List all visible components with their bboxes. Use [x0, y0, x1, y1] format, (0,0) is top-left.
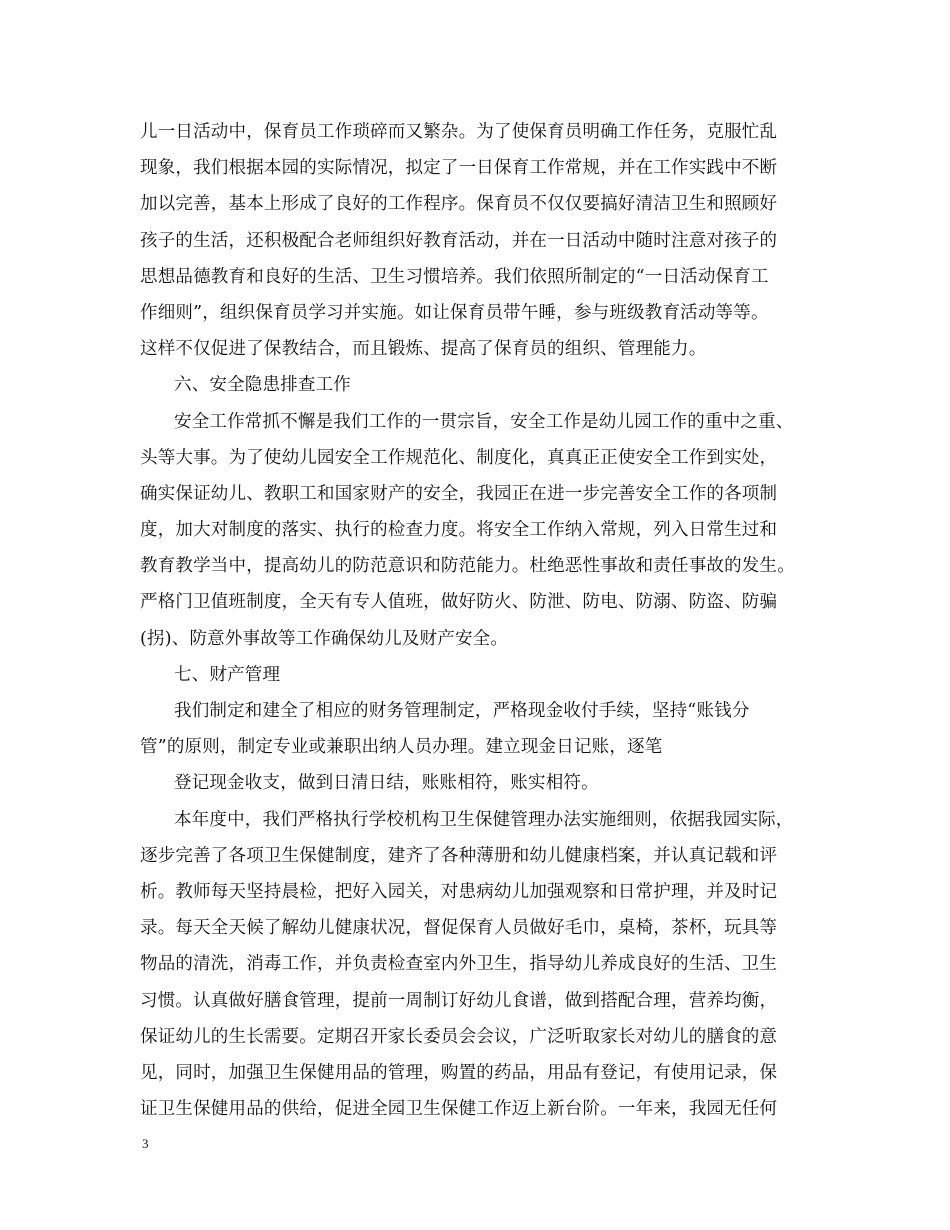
text-line: 思想品德教育和良好的生活、卫生习惯培养。我们依照所制定的“一日活动保育工 [140, 266, 769, 287]
text-line: (拐)、防意外事故等工作确保幼儿及财产安全。 [140, 628, 509, 649]
text-line: 作细则”，组织保育员学习并实施。如让保育员带午睡，参与班级教育活动等等。 [140, 302, 769, 323]
text-line: 头等大事。为了使幼儿园安全工作规范化、制度化，真真正正使安全工作到实处， [140, 447, 778, 468]
text-line: 我们制定和建全了相应的财务管理制定，严格现金收付手续，坚持“账钱分 [174, 701, 750, 721]
text-line: 教育教学当中，提高幼儿的防范意识和防范能力。杜绝恶性事故和责任事故的发生。 [140, 556, 795, 577]
text-line: 逐步完善了各项卫生保健制度，建齐了各种薄册和幼儿健康档案，并认真记载和评 [140, 845, 778, 866]
text-line: 登记现金收支，做到日清日结，账账相符，账实相符。 [174, 773, 599, 794]
text-line: 安全工作常抓不懈是我们工作的一贯宗旨，安全工作是幼儿园工作的重中之重、 [174, 411, 794, 432]
text-line: 严格门卫值班制度，全天有专人值班，做好防火、防泄、防电、防溺、防盗、防骗 [140, 592, 778, 613]
text-line: 析。教师每天坚持晨检，把好入园关，对患病幼儿加强观察和日常护理，并及时记 [140, 881, 778, 902]
text-line: 本年度中，我们严格执行学校机构卫生保健管理办法实施细则，依据我园实际， [174, 809, 794, 830]
text-line: 孩子的生活，还积极配合老师组织好教育活动，并在一日活动中随时注意对孩子的 [140, 230, 778, 251]
text-line: 录。每天全天候了解幼儿健康状况，督促保育人员做好毛巾，桌椅，茶杯，玩具等 [140, 918, 778, 939]
text-line: 保证幼儿的生长需要。定期召开家长委员会会议，广泛听取家长对幼儿的膳食的意 [140, 1026, 778, 1047]
text-line: 加以完善，基本上形成了良好的工作程序。保育员不仅仅要搞好清洁卫生和照顾好 [140, 194, 778, 215]
body-text [140, 114, 820, 1127]
text-line: 见，同时，加强卫生保健用品的管理，购置的药品，用品有登记，有使用记录，保 [140, 1062, 778, 1083]
text-line: 这样不仅促进了保教结合，而且锻炼、提高了保育员的组织、管理能力。 [140, 339, 707, 360]
text-line: 确实保证幼儿、教职工和国家财产的安全，我园正在进一步完善安全工作的各项制 [140, 483, 778, 504]
text-line: 习惯。认真做好膳食管理，提前一周制订好幼儿食谱，做到搭配合理，营养均衡， [140, 990, 778, 1011]
text-line: 管”的原则，制定专业或兼职出纳人员办理。建立现金日记账，逐笔 [140, 737, 663, 758]
text-line: 现象，我们根据本园的实际情况，拟定了一日保育工作常规，并在工作实践中不断 [140, 158, 778, 179]
page-number: 3 [142, 1136, 149, 1151]
section-heading-property: 七、财产管理 [174, 664, 281, 685]
text-line: 物品的清洗，消毒工作，并负责检查室内外卫生，指导幼儿养成良好的生活、卫生 [140, 954, 778, 975]
text-line: 度，加大对制度的落实、执行的检查力度。将安全工作纳入常规，列入日常生过和 [140, 520, 778, 541]
text-line: 儿一日活动中，保育员工作琐碎而又繁杂。为了使保育员明确工作任务，克服忙乱 [140, 122, 778, 142]
section-heading-safety: 六、安全隐患排查工作 [174, 375, 351, 396]
text-line: 证卫生保健用品的供给，促进全园卫生保健工作迈上新台阶。一年来，我园无任何 [140, 1099, 778, 1120]
